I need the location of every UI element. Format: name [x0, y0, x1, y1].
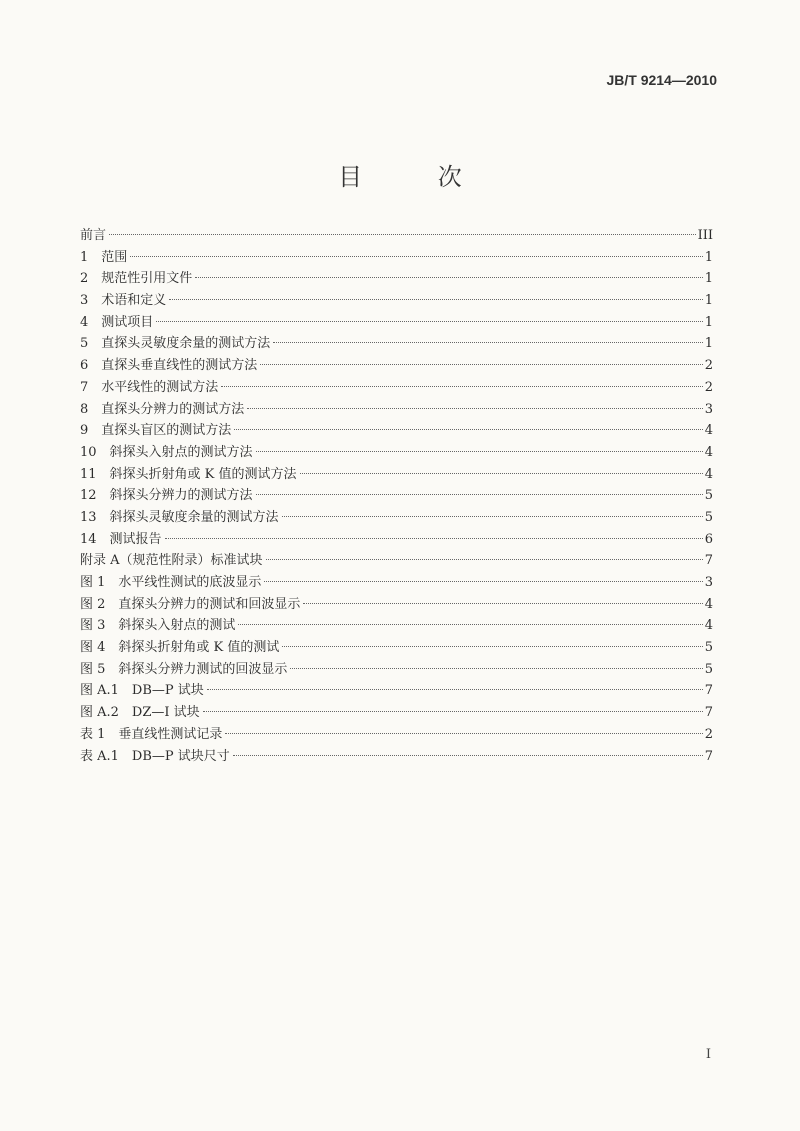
- toc-leader-dots: [225, 733, 702, 734]
- toc-entry-page: 1: [704, 249, 713, 265]
- toc-entry-label: 1 范围: [80, 249, 128, 265]
- toc-entry-page: 1: [704, 293, 713, 309]
- toc-entry-page: 7: [704, 683, 713, 699]
- toc-entry-label: 12 斜探头分辨力的测试方法: [80, 488, 253, 504]
- toc-entry-label: 2 规范性引用文件: [80, 271, 193, 287]
- toc-entry-page: 4: [704, 466, 713, 482]
- toc-leader-dots: [260, 364, 702, 365]
- toc-entry-label: 6 直探头垂直线性的测试方法: [80, 358, 258, 374]
- toc-entry-label: 14 测试报告: [80, 531, 162, 547]
- toc-entry[interactable]: [80, 225, 713, 247]
- toc-leader-dots: [165, 538, 703, 539]
- toc-entry-page: 5: [704, 640, 713, 656]
- toc-entry[interactable]: [80, 247, 713, 269]
- toc-entry-label: 8 直探头分辨力的测试方法: [80, 401, 245, 417]
- toc-entry[interactable]: [80, 268, 713, 290]
- toc-entry[interactable]: [80, 659, 713, 681]
- toc-entry-page: 2: [704, 358, 713, 374]
- toc-entry[interactable]: [80, 377, 713, 399]
- toc-entry-page: 7: [704, 748, 713, 764]
- toc-entry-page: 6: [704, 531, 713, 547]
- toc-leader-dots: [247, 408, 702, 409]
- toc-entry[interactable]: [80, 464, 713, 486]
- toc-leader-dots: [195, 277, 702, 278]
- toc-entry-label: 7 水平线性的测试方法: [80, 379, 219, 395]
- toc-entry-page: 3: [704, 575, 713, 590]
- toc-entry-label: 图 A.1 DB—P 试块: [80, 683, 204, 699]
- toc-entry-label: 10 斜探头入射点的测试方法: [80, 444, 253, 460]
- toc-entry-page: 3: [704, 401, 713, 417]
- toc-entry[interactable]: [80, 572, 713, 594]
- toc-entry[interactable]: [80, 724, 713, 746]
- toc-entry-page: 1: [704, 336, 713, 352]
- toc-entry-page: 7: [704, 705, 713, 721]
- toc-entry-page: 1: [704, 314, 713, 330]
- toc-leader-dots: [256, 494, 703, 495]
- toc-entry-page: 2: [704, 726, 713, 742]
- toc-entry-label: 附录 A（规范性附录）标准试块: [80, 553, 263, 569]
- toc-entry-label: 3 术语和定义: [80, 293, 167, 309]
- toc-entry[interactable]: [80, 333, 713, 355]
- standard-code: JB/T 9214—2010: [606, 72, 717, 88]
- toc-entry-page: 4: [704, 618, 713, 634]
- toc-leader-dots: [256, 451, 703, 452]
- toc-leader-dots: [130, 256, 702, 257]
- toc-entry[interactable]: [80, 420, 713, 442]
- toc-entry-page: 1: [704, 271, 713, 287]
- toc-leader-dots: [221, 386, 702, 387]
- toc-entry-page: 5: [704, 661, 713, 677]
- toc-entry-page: III: [697, 228, 713, 243]
- toc-entry[interactable]: [80, 355, 713, 377]
- toc-entry-page: 2: [704, 379, 713, 395]
- toc-leader-dots: [156, 321, 702, 322]
- toc-entry-page: 4: [704, 596, 713, 612]
- toc-entry-label: 图 5 斜探头分辨力测试的回波显示: [80, 661, 288, 677]
- toc-entry[interactable]: [80, 637, 713, 659]
- toc-leader-dots: [273, 342, 702, 343]
- toc-entry-page: 7: [704, 553, 713, 569]
- toc-entry-page: 4: [704, 423, 713, 439]
- toc-entry-label: 图 1 水平线性测试的底波显示: [80, 575, 262, 590]
- toc-entry[interactable]: [80, 529, 713, 551]
- toc-leader-dots: [282, 646, 702, 647]
- toc-entry[interactable]: [80, 399, 713, 421]
- toc-entry-page: 5: [704, 488, 713, 504]
- toc-leader-dots: [169, 299, 702, 300]
- toc-leader-dots: [303, 603, 702, 604]
- toc-leader-dots: [290, 668, 702, 669]
- page-title: 目 次: [338, 163, 496, 191]
- toc-entry-label: 图 A.2 DZ—I 试块: [80, 705, 200, 721]
- toc-leader-dots: [300, 473, 703, 474]
- toc-entry-label: 图 3 斜探头入射点的测试: [80, 618, 236, 634]
- toc-entry-page: 5: [704, 509, 713, 525]
- toc-leader-dots: [233, 755, 703, 756]
- toc-entry[interactable]: [80, 702, 713, 724]
- toc-entry[interactable]: [80, 312, 713, 334]
- page-number: I: [705, 1047, 711, 1062]
- toc-entry-page: 4: [704, 444, 713, 460]
- toc-leader-dots: [207, 689, 703, 690]
- toc-entry[interactable]: [80, 507, 713, 529]
- toc-entry-label: 4 测试项目: [80, 314, 154, 330]
- toc-entry-label: 5 直探头灵敏度余量的测试方法: [80, 336, 271, 352]
- toc-entry[interactable]: [80, 594, 713, 616]
- toc-entry[interactable]: [80, 746, 713, 768]
- toc-entry[interactable]: [80, 290, 713, 312]
- toc-entry[interactable]: [80, 615, 713, 637]
- toc-entry-label: 图 2 直探头分辨力的测试和回波显示: [80, 596, 301, 612]
- toc-entry-label: 11 斜探头折射角或 K 值的测试方法: [80, 466, 297, 482]
- toc-entry[interactable]: [80, 442, 713, 464]
- toc-entry[interactable]: [80, 485, 713, 507]
- toc-leader-dots: [109, 234, 696, 235]
- toc-entry-label: 9 直探头盲区的测试方法: [80, 423, 232, 439]
- toc-leader-dots: [264, 581, 702, 582]
- toc-entry-label: 前言: [80, 228, 107, 243]
- toc-entry[interactable]: [80, 680, 713, 702]
- toc-entry-label: 13 斜探头灵敏度余量的测试方法: [80, 509, 279, 525]
- toc-entry-label: 表 1 垂直线性测试记录: [80, 726, 223, 742]
- toc-leader-dots: [238, 624, 702, 625]
- toc-leader-dots: [282, 516, 703, 517]
- table-of-contents: [80, 225, 713, 767]
- toc-leader-dots: [266, 559, 703, 560]
- toc-entry-label: 表 A.1 DB—P 试块尺寸: [80, 748, 230, 764]
- toc-leader-dots: [234, 429, 702, 430]
- toc-entry[interactable]: [80, 550, 713, 572]
- toc-leader-dots: [203, 711, 703, 712]
- toc-entry-label: 图 4 斜探头折射角或 K 值的测试: [80, 640, 280, 656]
